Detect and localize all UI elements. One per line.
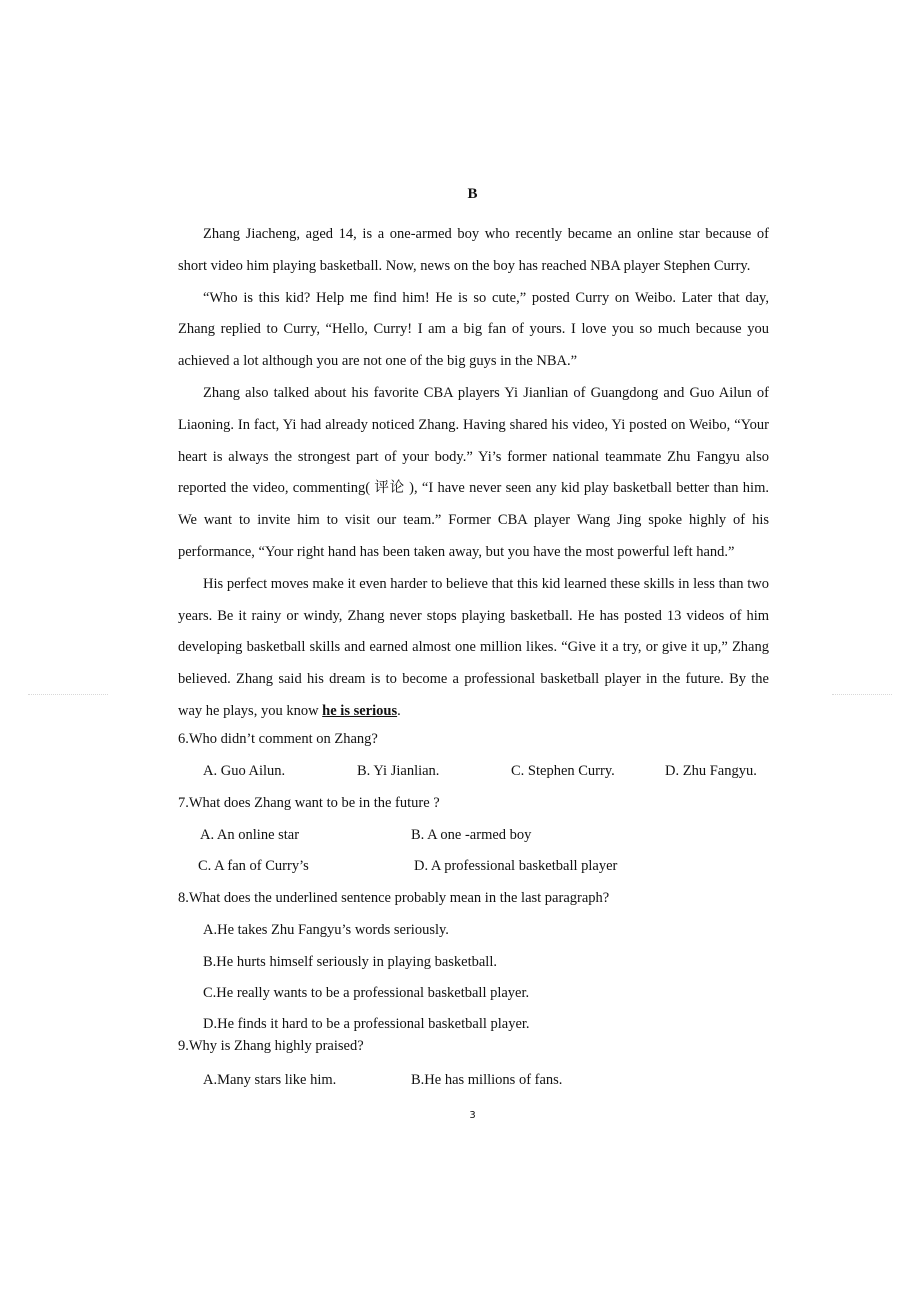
question-8-option-c: C.He really wants to be a professional basketball player. [203, 985, 530, 1001]
question-7-option-d: D. A professional basketball player [414, 858, 618, 874]
passage-paragraph-3: Zhang also talked about his favorite CBA players Yi Jianlian of Guangdong and Guo Ailun of Liaoning. In fact, Yi had already noticed Zhang. Having shared his video, Yi posted on Weibo, “Your heart is always the strongest part of your body.” Yi’s former national teammate Zhu Fangyu also reported the video, commenting( 评论 ), “I have never seen any kid play basketball better than him. We want to invite him to visit our team.” Former CBA player Wang Jing spoke highly of his performance, “Your right hand has been taken away, but you have the most powerful left hand.” [178, 384, 769, 560]
passage-paragraph-2: “Who is this kid? Help me find him! He is so cute,” posted Curry on Weibo. Later that day, Zhang replied to Curry, “Hello, Curry! I am a big fan of yours. I love you so much because you achieved a lot although you are not one of the big guys in the NBA.” [178, 289, 769, 370]
passage-paragraph-1: Zhang Jiacheng, aged 14, is a one-armed boy who recently became an online star because of short video him playing basketball. Now, news on the boy has reached NBA player Stephen Curry. [178, 226, 769, 274]
question-9-stem: 9.Why is Zhang highly praised? [178, 1038, 364, 1054]
question-7-option-a: A. An online star [200, 827, 300, 843]
paragraph-4-end: . [397, 702, 401, 719]
question-9-option-b: B.He has millions of fans. [411, 1072, 563, 1088]
margin-dotted-line-right [832, 694, 892, 695]
question-7-stem: 7.What does Zhang want to be in the future ? [178, 795, 440, 811]
paragraph-4-text: His perfect moves make it even harder to believe that this kid learned these skills in less than two years. Be it rainy or windy, Zhang never stops playing basketball. He has posted 13 videos of him developing basketball skills and earned almost one million likes. “Give it a try, or give it up,” Zhang believed. Zhang said his dream is to become a professional basketball player in the future. By the way he plays, you know [178, 575, 769, 719]
question-6-option-c: C. Stephen Curry. [511, 763, 615, 779]
question-8-option-d: D.He finds it hard to be a professional basketball player. [203, 1016, 530, 1032]
question-7-option-b: B. A one -armed boy [411, 827, 532, 843]
question-6-option-a: A. Guo Ailun. [203, 763, 286, 779]
underlined-sentence: he is serious [322, 702, 398, 719]
page-number: 3 [469, 1110, 476, 1121]
section-heading: B [467, 186, 478, 202]
question-8-option-b: B.He hurts himself seriously in playing basketball. [203, 954, 497, 970]
question-6-stem: 6.Who didn’t comment on Zhang? [178, 731, 378, 747]
reading-passage [178, 219, 769, 728]
question-7-option-c: C. A fan of Curry’s [198, 858, 309, 874]
question-8-option-a: A.He takes Zhu Fangyu’s words seriously. [203, 922, 449, 938]
question-6-option-d: D. Zhu Fangyu. [665, 763, 757, 779]
question-8-stem: 8.What does the underlined sentence probably mean in the last paragraph? [178, 890, 610, 906]
passage-paragraph-4 [178, 569, 769, 728]
question-9-option-a: A.Many stars like him. [203, 1072, 337, 1088]
margin-dotted-line-left [28, 694, 108, 695]
question-6-option-b: B. Yi Jianlian. [357, 763, 440, 779]
